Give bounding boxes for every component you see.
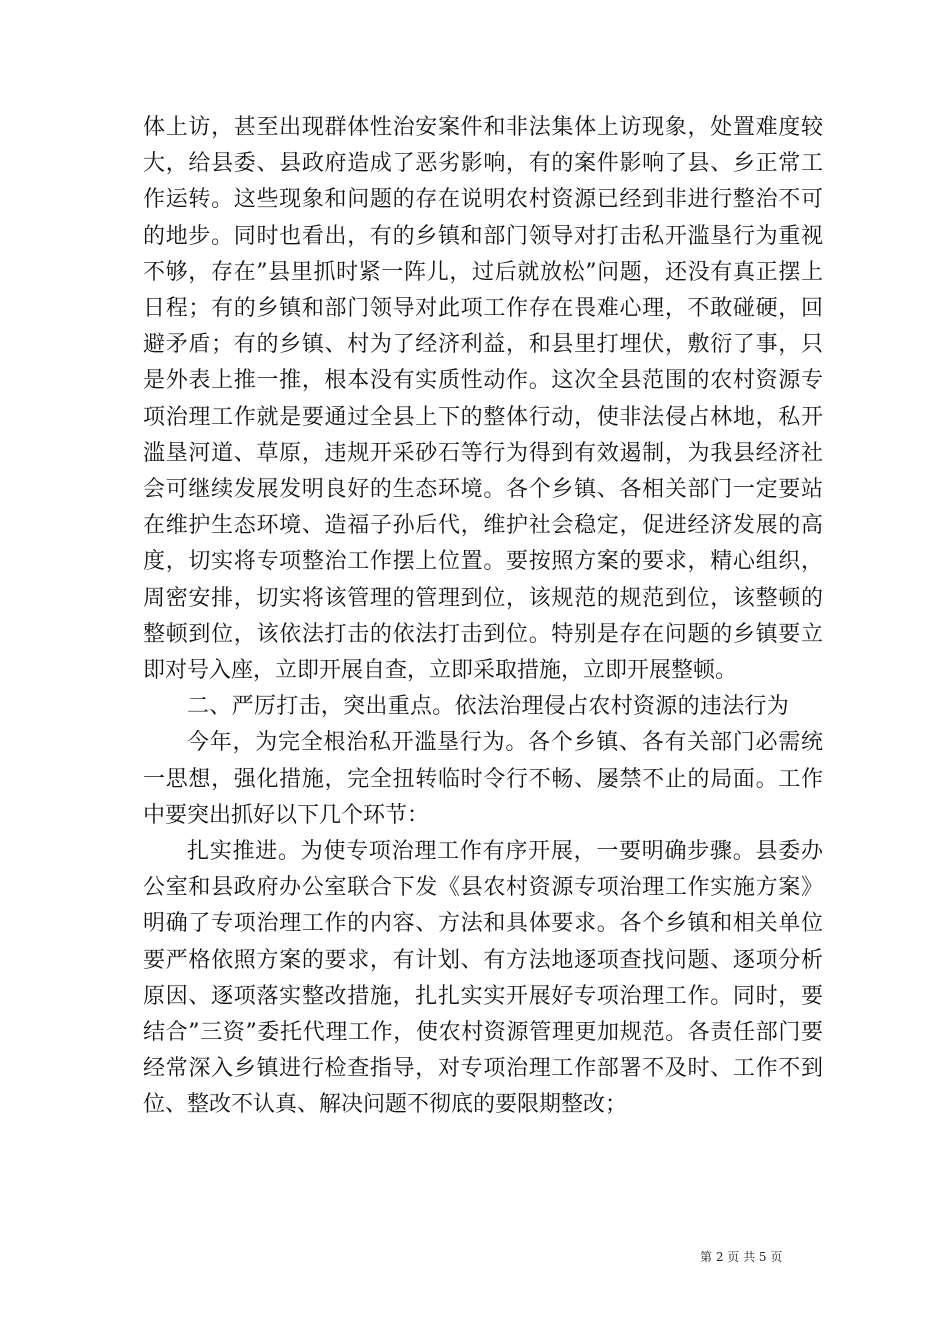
section-heading-2: 二、严厉打击，突出重点。依法治理侵占农村资源的违法行为 xyxy=(187,694,790,720)
paragraph-solid-advance: 扎实推进。为使专项治理工作有序开展，一要明确步骤。县委办公室和县政府办公室联合下发《县农村资源专项治理工作实施方案》明确了专项治理工作的内容、方法和具体要求。各个乡镇和相关单位要严格依照方案的要求，有计划、有方法地逐项查找问题、逐项分析原因、逐项落实整改措施，扎扎实实开展好专项治理工作。同时，要结合”三资”委托代理工作，使农村资源管理更加规范。各责任部门要经常深入乡镇进行检查指导，对专项治理工作部署不及时、工作不到位、整改不认真、解决问题不彻底的要限期整改； xyxy=(143,839,823,1118)
paragraph-this-year: 今年，为完全根治私开滥垦行为。各个乡镇、各有关部门必需统一思想，强化措施，完全扭转临时令行不畅、屡禁不止的局面。工作中要突出抓好以下几个环节： xyxy=(143,730,823,828)
page-number-footer: 第 2 页 共 5 页 xyxy=(700,1250,783,1264)
paragraph-continued: 体上访，甚至出现群体性治安案件和非法集体上访现象，处置难度较大，给县委、县政府造成了恶劣影响，有的案件影响了县、乡正常工作运转。这些现象和问题的存在说明农村资源已经到非进行整治不可的地步。同时也看出，有的乡镇和部门领导对打击私开滥垦行为重视不够，存在”县里抓时紧一阵儿，过后就放松”问题，还没有真正摆上日程；有的乡镇和部门领导对此项工作存在畏难心理，不敢碰硬，回避矛盾；有的乡镇、村为了经济利益，和县里打埋伏，敷衍了事，只是外表上推一推，根本没有实质性动作。这次全县范围的农村资源专项治理工作就是要通过全县上下的整体行动，使非法侵占林地，私开滥垦河道、草原，违规开采砂石等行为得到有效遏制，为我县经济社会可继续发展发明良好的生态环境。各个乡镇、各相关部门一定要站在维护生态环境、造福子孙后代，维护社会稳定，促进经济发展的高度，切实将专项整治工作摆上位置。要按照方案的要求，精心组织，周密安排，切实将该管理的管理到位，该规范的规范到位，该整顿的整顿到位，该依法打击的依法打击到位。特别是存在问题的乡镇要立即对号入座，立即开展自查，立即采取措施，立即开展整顿。 xyxy=(143,115,823,684)
document-body xyxy=(143,110,823,1124)
